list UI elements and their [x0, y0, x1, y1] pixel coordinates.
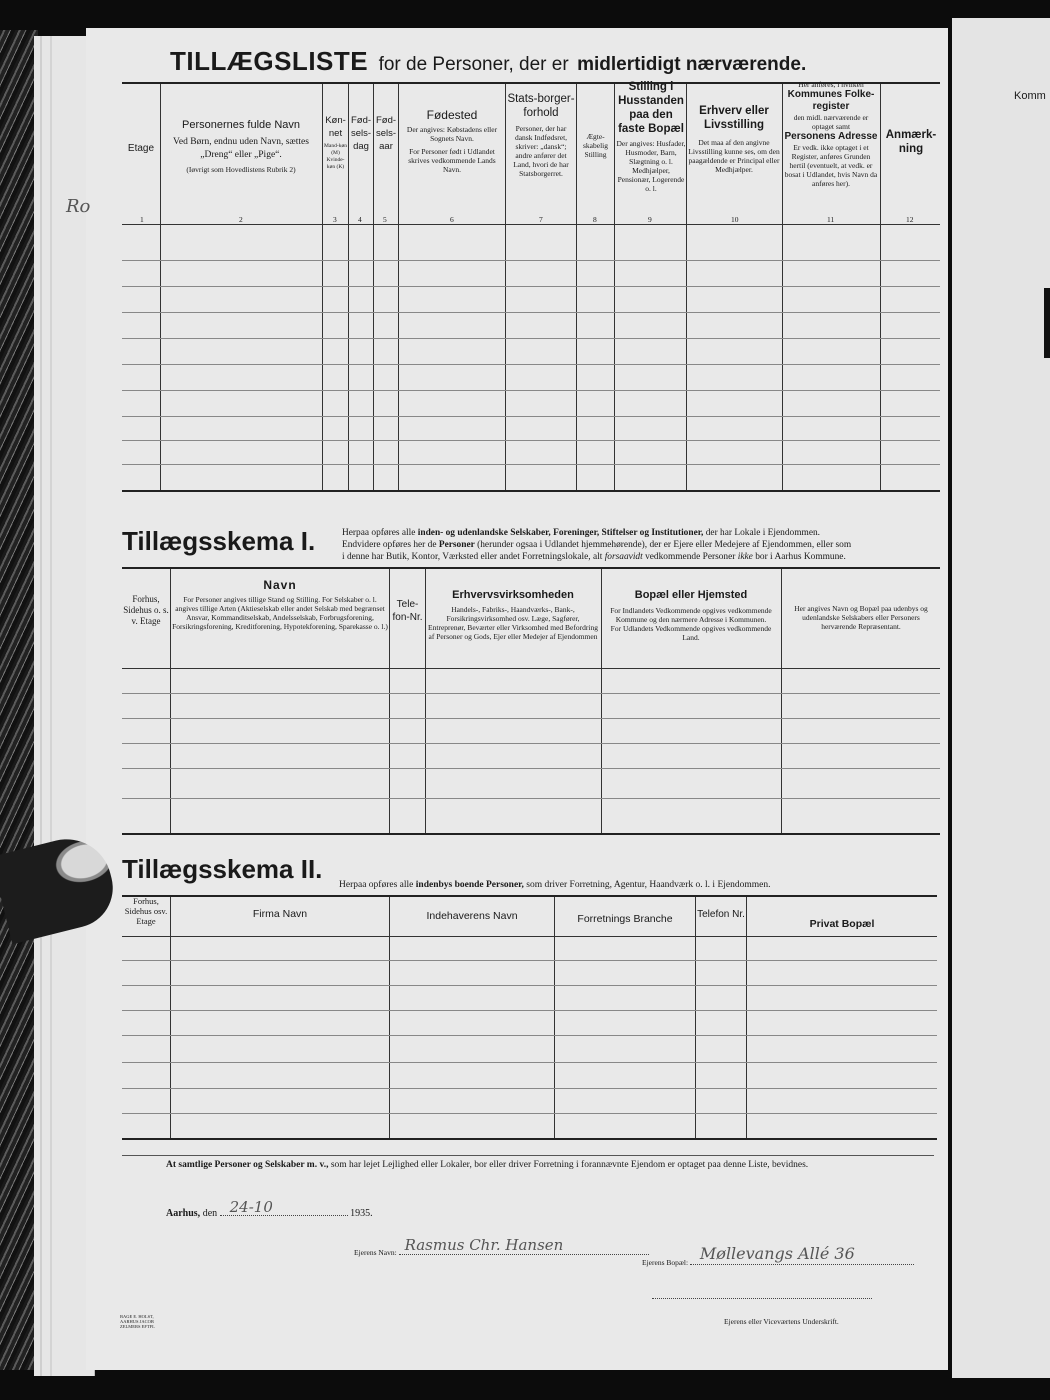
header-text: Stats-borger-forhold: [507, 93, 575, 119]
col-line: [170, 569, 171, 833]
desc-text: vedkommende Personer: [645, 552, 736, 562]
signature-line[interactable]: [652, 1298, 872, 1299]
row-line: [122, 768, 940, 769]
column-number: 8: [593, 215, 597, 224]
col-line: [505, 84, 506, 490]
skema2-header-firma: [172, 908, 388, 921]
skema1-title: Tillægsskema I.: [122, 526, 316, 556]
row-line: [122, 1062, 937, 1063]
rule: [122, 895, 937, 897]
skema2-title: Tillægsskema II.: [122, 854, 323, 884]
skema1-header-telefon: [390, 598, 425, 624]
row-line: [122, 1010, 937, 1011]
statement-text: som har lejet Lejlighed eller Lokaler, bor eller driver Forretning i forannævnte Ejendom er optaget paa denne Liste, bevidnes.: [330, 1160, 809, 1170]
header-koen: [323, 114, 348, 171]
owner-name-label: Ejerens Navn:: [354, 1248, 397, 1257]
header-text: Kommunes Folke-register: [787, 89, 875, 112]
desc-italic: ikke: [737, 552, 753, 562]
header-stilling: [616, 80, 686, 193]
header-text: Forretnings Branche: [577, 913, 673, 925]
column-number: 9: [648, 215, 652, 224]
header-text: Indehaverens Navn: [426, 910, 518, 922]
header-sub: Personer, der har dansk Indfødsret, skriver: „dansk“; andre anfører det Land, hvori de har Statsborgerret.: [513, 124, 569, 178]
desc-text: Endvidere opføres her de: [342, 540, 437, 550]
header-text: Erhverv eller Livsstilling: [699, 105, 769, 131]
row-line: [122, 718, 940, 719]
desc-text: der har Lokale i Ejendommen.: [705, 528, 821, 538]
col-line: [781, 569, 782, 833]
column-number: 10: [731, 215, 739, 224]
column-number: 7: [539, 215, 543, 224]
column-number: 12: [906, 215, 914, 224]
desc-text: (herunder ogsaa i Udlandet hjemmehørende), der er Ejere eller Medejere af Ejendommen, eller som: [477, 540, 852, 550]
col-line: [170, 897, 171, 1138]
skema2-header-etage: [122, 896, 170, 926]
skema2-header-telefon: [697, 908, 745, 921]
owner-address-handwriting: Møllevangs Allé 36: [699, 1244, 855, 1263]
facing-page-mark: [1044, 288, 1050, 358]
header-sub: For Personer født i Udlandet skrives vedkommende Lands Navn.: [408, 147, 496, 174]
header-sub: Ægte-skabelig Stilling: [583, 132, 608, 159]
header-foedselsdag: [349, 114, 373, 153]
row-line: [122, 693, 940, 694]
row-line: [122, 416, 940, 417]
desc-italic: forsaavidt: [604, 552, 643, 562]
facing-page: [952, 18, 1050, 1378]
facing-page-label: Komm: [1014, 90, 1046, 102]
header-anmaerkning: [882, 128, 940, 156]
row-line: [122, 390, 940, 391]
header-sub: Her angives Navn og Bopæl paa udenbys og udenlandske Selskabers eller Personers herværende Repræsentant.: [794, 604, 928, 631]
rule: [122, 668, 940, 669]
header-sub: Handels-, Fabriks-, Haandværks-, Bank-, Forsikringsvirksomhed osv. Læge, Sagfører, Entreprenør, Beværter eller Virksomhed med Befordring af Personer og Gods, Ejer eller Medejer af Ejendommen: [428, 605, 598, 641]
header-text: Bopæl eller Hjemsted: [634, 589, 748, 601]
header-statsborger: [507, 92, 575, 178]
desc-text: bor i Aarhus Kommune.: [755, 552, 846, 562]
header-sub: For Indlandets Vedkommende opgives vedkommende Kommune og den nærmere Adresse i Kommunen.: [610, 606, 772, 624]
column-number: 11: [827, 215, 835, 224]
header-sub: Der angives: Husfader, Husmoder, Barn, Slægtning o. l. Medhjælper, Pensionær, Logerende o. l.: [616, 139, 686, 193]
owner-name-row: [354, 1236, 649, 1257]
tillaegsliste-title: [170, 46, 806, 77]
signature-label: Ejerens eller Viceværtens Underskrift.: [724, 1317, 839, 1326]
rule: [122, 224, 940, 225]
row-line: [122, 1088, 937, 1089]
owner-name-signature: Rasmus Chr. Hansen: [404, 1236, 564, 1254]
row-line: [122, 1113, 937, 1114]
skema1-header-navn: [172, 578, 388, 631]
row-line: [122, 338, 940, 339]
header-text: Privat Bopæl: [809, 918, 875, 930]
title-end: midlertidigt nærværende.: [577, 54, 807, 75]
header-text: Firma Navn: [252, 908, 308, 920]
title-middle: for de Personer, der er: [378, 54, 569, 75]
header-text: Anmærk-ning: [885, 129, 937, 155]
row-line: [122, 743, 940, 744]
col-line: [398, 84, 399, 490]
header-text: Telefon Nr.: [697, 909, 745, 920]
header-text: Forhus, Sidehus osv. Etage: [124, 896, 168, 926]
header-text: Personernes fulde Navn: [181, 119, 300, 131]
rule: [122, 1155, 934, 1156]
handwritten-date: 24-10: [229, 1198, 273, 1216]
row-line: [122, 985, 937, 986]
footer-statement: [166, 1160, 808, 1170]
col-line: [160, 84, 161, 490]
row-line: [122, 312, 940, 313]
header-text: Erhvervsvirksomheden: [452, 589, 574, 601]
col-line: [686, 84, 687, 490]
skema1-header-repraesentant: [786, 604, 936, 631]
header-etage: [122, 142, 160, 155]
skema2-header-indehaver: [391, 910, 553, 923]
date-field[interactable]: [220, 1198, 348, 1216]
col-line: [880, 84, 881, 490]
desc-bold: indenbys boende Personer,: [415, 880, 524, 890]
header-sub: Det maa af den angivne Livsstilling kunne ses, om den paagældende er Principal eller Medhjælper.: [688, 138, 780, 174]
desc-text: Herpaa opføres alle: [342, 528, 416, 538]
year: 1935.: [350, 1208, 373, 1219]
header-text: Stilling i Husstanden paa den faste Bopæl: [618, 81, 684, 135]
header-sub: For Personer angives tillige Stand og Stilling. For Selskaber o. l. angives tillige Arten (Aktieselskab eller andet Selskab med begrænset Ansvar, Kommanditselskab, Andelsselskab, Forbrugsforening, Forsikringsforening, Kreditforening, Hypotekforening, Sparekasse o. l.): [172, 595, 388, 631]
margin-handwriting: Ro: [66, 196, 91, 217]
title-main: TILLÆGSLISTE: [170, 46, 369, 76]
header-folkeregister: [783, 80, 879, 188]
header-sub: Mand-køn (M) Kvinde-køn (K): [324, 143, 347, 170]
header-sub: Er vedk. ikke optaget i et Register, anføres Grunden hertil (eventuelt, at vedk. er bosat i Udlandet, hvis Navn da anføres her).: [784, 143, 878, 188]
col-line: [614, 84, 615, 490]
header-name: [162, 118, 320, 174]
form-page: [66, 28, 948, 1370]
skema1-header-etage: [122, 594, 170, 627]
header-text: Etage: [127, 143, 155, 154]
header-sub: For Udlandets Vedkommende opgives vedkommende Land.: [610, 624, 772, 642]
column-number: 6: [450, 215, 454, 224]
header-erhverv: [688, 104, 780, 174]
column-number: 3: [333, 215, 337, 224]
header-aegteskab: [577, 132, 614, 159]
skema1-description: [342, 527, 942, 563]
skema2-header-branche: [556, 913, 694, 926]
header-foedested: [402, 108, 502, 174]
desc-bold: Personer: [438, 540, 475, 550]
skema2-description: [339, 880, 770, 890]
book-binding: [0, 30, 38, 1370]
printer-imprint: BAGE E. HOLST, AARHUS JACOB ZELMERS EFTFL: [120, 1314, 155, 1329]
row-line: [122, 364, 940, 365]
skema1-header-erhverv: [427, 588, 599, 641]
row-line: [122, 798, 940, 799]
header-sub: den midl. nærværende er optaget samt: [793, 113, 869, 131]
owner-address-field[interactable]: [690, 1244, 914, 1265]
row-line: [122, 1035, 937, 1036]
row-line: [122, 960, 937, 961]
den-label: den: [202, 1208, 218, 1219]
col-line: [601, 569, 602, 833]
column-number: 1: [140, 215, 144, 224]
column-number: 4: [358, 215, 362, 224]
rule: [122, 1138, 937, 1140]
desc-text: Herpaa opføres alle: [339, 880, 414, 890]
statement-bold: At samtlige Personer og Selskaber m. v.,: [166, 1160, 329, 1170]
header-sub: Ved Børn, endnu uden Navn, sættes „Dreng“ eller „Pige“.: [173, 137, 309, 160]
header-text: Forhus, Sidehus o. s. v. Etage: [123, 594, 169, 626]
desc-bold: inden- og udenlandske Selskaber, Foreninger, Stiftelser og Institutioner,: [417, 528, 704, 538]
header-text: Navn: [263, 578, 297, 592]
column-number: 5: [383, 215, 387, 224]
row-line: [122, 440, 940, 441]
header-sub: Der angives: Købstadens eller Sognets Navn.: [406, 125, 498, 143]
desc-text: i denne har Butik, Kontor, Værksted eller andet Forretningslokale, alt: [342, 552, 603, 562]
owner-address-label: Ejerens Bopæl:: [642, 1258, 689, 1267]
row-line: [122, 286, 940, 287]
col-line: [554, 897, 555, 1138]
desc-text: som driver Forretning, Agentur, Haandværk o. l. i Ejendommen.: [526, 880, 771, 890]
header-text: Køn-net: [325, 115, 346, 139]
skema1-header-bopael: [603, 588, 779, 642]
header-text: Fødested: [426, 108, 478, 122]
owner-name-field[interactable]: [399, 1236, 649, 1255]
owner-address-row: [642, 1244, 914, 1267]
header-text: Fød-sels-aar: [375, 115, 397, 152]
col-line: [389, 897, 390, 1138]
rule: [122, 936, 937, 937]
date-line: [166, 1198, 373, 1219]
header-text: Fød-sels-dag: [350, 115, 372, 152]
header-sub: Her anføres, i hvilken: [798, 80, 864, 89]
rule: [122, 567, 940, 569]
row-line: [122, 464, 940, 465]
rule: [122, 490, 940, 492]
rule: [122, 833, 940, 835]
header-text: Tele-fon-Nr.: [392, 599, 423, 623]
header-text: Personens Adresse: [784, 131, 878, 142]
city: Aarhus,: [166, 1208, 201, 1219]
header-foedselsaar: [374, 114, 398, 153]
col-line: [425, 569, 426, 833]
col-line: [695, 897, 696, 1138]
skema2-header-bopael: [748, 917, 936, 931]
row-line: [122, 260, 940, 261]
column-number: 2: [239, 215, 243, 224]
col-line: [746, 897, 747, 1138]
header-sub: (Iøvrigt som Hovedlistens Rubrik 2): [186, 165, 296, 174]
